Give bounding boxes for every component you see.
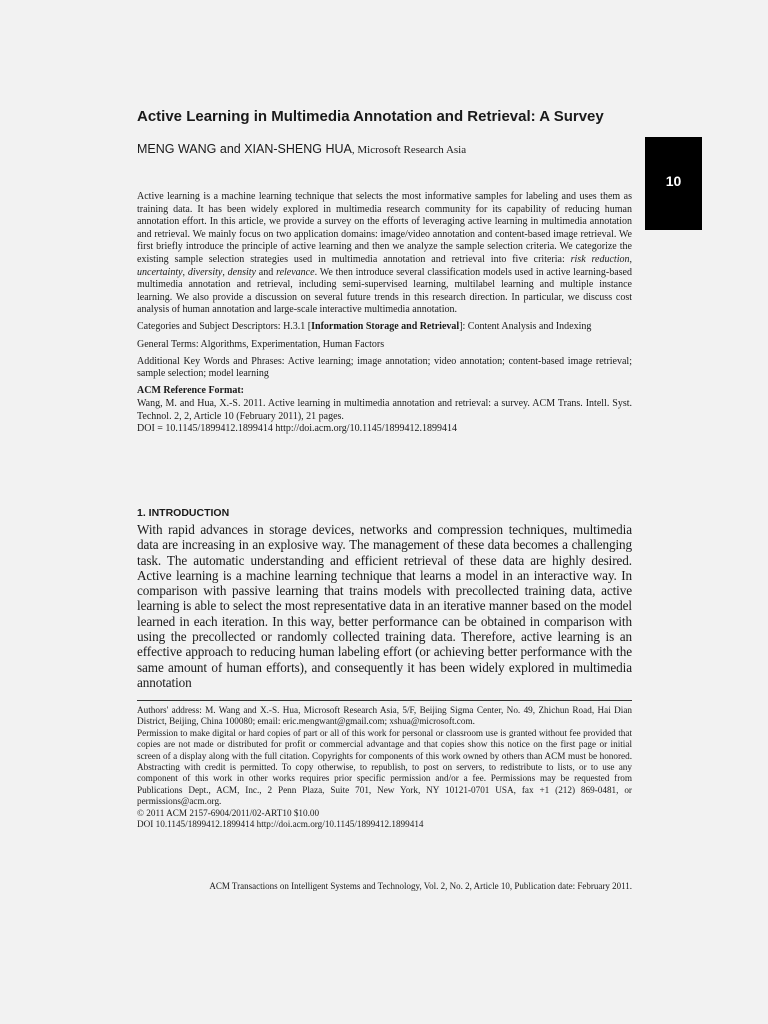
article-number-tab xyxy=(645,137,702,230)
footnote-rule xyxy=(137,700,632,701)
reference-doi: DOI = 10.1145/1899412.1899414 http://doi.acm.org/10.1145/1899412.1899414 xyxy=(137,423,457,435)
article-number: 10 xyxy=(665,173,682,189)
author-affiliation: , Microsoft Research Asia xyxy=(351,144,467,156)
general-terms: General Terms: Algorithms, Experimentation, Human Factors xyxy=(137,338,385,350)
section-heading: 1. INTRODUCTION xyxy=(137,507,230,519)
criterion-diversity: diversity xyxy=(187,266,223,278)
intro-paragraph: With rapid advances in storage devices, networks and compression techniques, multimedia data are increasing in an explosive way. The management of these data becomes a challenging task. The automatic understanding and efficient retrieval of these data are highly desired. Active learning is a machine learning technique that learns a model in an interactive way. In comparison with passive learning that trains models with precollected training data, active learning is able to select the most representative data in an iterative manner based on the model learned in each iteration. In this way, better performance can be obtained in comparison with using the precollected or randomly collected training data. Therefore, active learning is an effective approach to reducing human labeling effort (or achieving better performance with the same amount of human efforts), and consequently it has been widely explored in multimedia annotation xyxy=(137,522,632,690)
author-names: MENG WANG and XIAN-SHENG HUA xyxy=(137,142,352,156)
footnote-doi: DOI 10.1145/1899412.1899414 http://doi.acm.org/10.1145/1899412.1899414 xyxy=(137,819,424,830)
criterion-relevance: relevance xyxy=(276,266,315,278)
abstract: Active learning is a machine learning technique that selects the most informative samples for labeling and uses them as training data. It has been widely explored in multimedia research community for its capability of reducing human annotation effort. In this article, we provide a survey on the efforts of leveraging active learning in multimedia annotation and retrieval. We mainly focus on two application domains: image/video annotation and content-based image retrieval. We first briefly introduce the principle of active learning and then we analyze the sample selection criteria. We categorize the existing sample selection strategies used in multimedia annotation and retrieval into five criteria: risk reduction, uncertainty, diversity, density and relevance. We then introduce several classification models used in active learning-based multimedia annotation and retrieval, including semi-supervised learning, multilabel learning and multiple instance learning. We also provide a discussion on several future trends in this research direction. In particular, we discuss cost analysis of human annotation and large-scale interactive multimedia annotation. xyxy=(137,191,632,316)
keywords: Additional Key Words and Phrases: Active learning; image annotation; video annotation; content-based image retrieval; sample selection; model learning xyxy=(137,355,632,380)
reference-format-heading: ACM Reference Format: xyxy=(137,385,244,397)
reference-citation: Wang, M. and Hua, X.-S. 2011. Active learning in multimedia annotation and retrieval: a survey. ACM Trans. Intell. Syst. Technol. 2, 2, Article 10 (February 2011), 21 pages. xyxy=(137,397,632,422)
author-line xyxy=(137,142,617,156)
authors-address: Authors' address: M. Wang and X.-S. Hua, Microsoft Research Asia, 5/F, Beijing Sigma Center, No. 49, Zhichun Road, Hai Dian District, Beijing, China 100080; email: eric.mengwant@gmail.com; xshua@microsoft.com. xyxy=(137,705,632,727)
categories-descriptors: Categories and Subject Descriptors: H.3.1 [Information Storage and Retrieval]: Content Analysis and Indexing xyxy=(137,321,592,333)
front-matter xyxy=(137,191,632,440)
abstract-part2: . We then introduce several classification models used in active learning-based multimedia annotation and retrieval, including semi-supervised learning, multilabel learning and multiple instance learning. We also provide a discussion on several future trends in this research direction. In particular, we discuss cost analysis of human annotation and large-scale interactive multimedia annotation. xyxy=(137,266,632,316)
footnote-block xyxy=(137,705,632,830)
paper-title: Active Learning in Multimedia Annotation and Retrieval: A Survey xyxy=(137,108,604,125)
permission-notice: Permission to make digital or hard copies of part or all of this work for personal or classroom use is granted without fee provided that copies are not made or distributed for profit or commercial advantage and that copies show this notice on the first page or initial screen of a display along with the full citation. Copyrights for components of this work owned by others than ACM must be honored. Abstracting with credit is permitted. To copy otherwise, to republish, to post on servers, to redistribute to lists, or to use any component of this work in other works requires prior specific permission and/or a fee. Permissions may be requested from Publications Dept., ACM, Inc., 2 Penn Plaza, Suite 701, New York, NY 10121-0701 USA, fax +1 (212) 869-0481, or permissions@acm.org. xyxy=(137,727,632,807)
copyright-line: © 2011 ACM 2157-6904/2011/02-ART10 $10.00 xyxy=(137,807,320,818)
criterion-density: density xyxy=(227,266,256,278)
running-footer: ACM Transactions on Intelligent Systems and Technology, Vol. 2, No. 2, Article 10, Publication date: February 2011. xyxy=(209,881,632,891)
criterion-uncertainty: uncertainty xyxy=(137,266,183,278)
abstract-part1: Active learning is a machine learning technique that selects the most informative samples for labeling and uses them as training data. It has been widely explored in multimedia research community for its capability of reducing human annotation effort. In this article, we provide a survey on the efforts of leveraging active learning in multimedia annotation and retrieval. We mainly focus on two application domains: image/video annotation and content-based image retrieval. We first briefly introduce the principle of active learning and then we analyze the sample selection criteria. We categorize the existing sample selection strategies used in multimedia annotation and retrieval into five criteria: xyxy=(137,191,632,265)
criterion-risk-reduction: risk reduction xyxy=(570,253,630,265)
